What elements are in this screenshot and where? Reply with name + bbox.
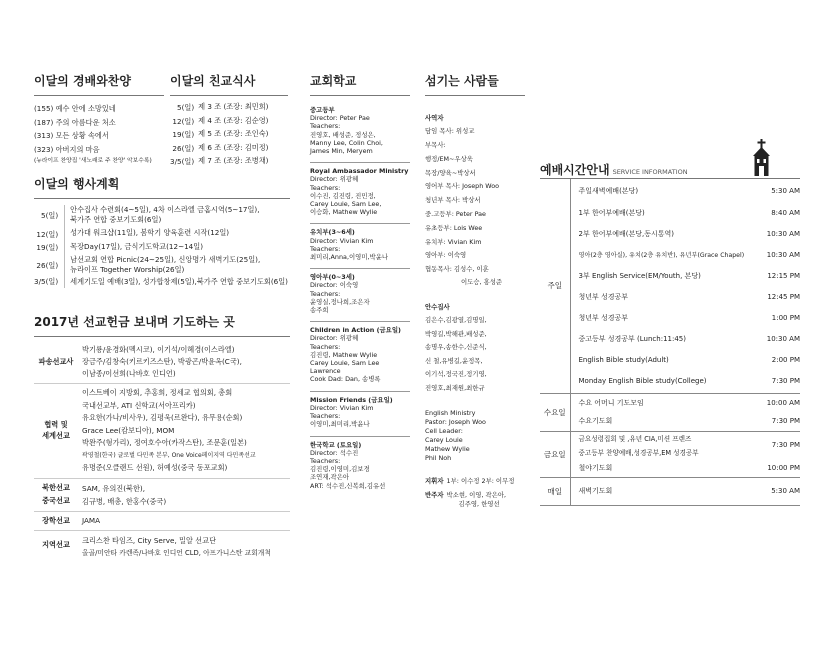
service-name: 주일새벽예배(본당)	[578, 186, 639, 195]
service-name: 수요 어머니 기도모임	[578, 398, 644, 407]
hymns-title: 이달의 경배와찬양	[34, 74, 131, 88]
service-name: 청년부 성경공부	[578, 292, 629, 301]
service-time: 7:30 PM	[771, 417, 800, 426]
fellowship-team: 제 5 조 (조장: 조인숙)	[198, 129, 269, 139]
service-day: 주일	[540, 179, 570, 393]
service-name: English Bible study(Adult)	[578, 355, 669, 364]
school-line: 이영미,최미리,박윤나	[310, 420, 370, 429]
staff-line: 부목사:	[425, 141, 446, 149]
hymn-item: (323) 아버지의 마음	[34, 144, 100, 154]
event-date: 26(일)	[36, 260, 59, 270]
missions-table	[34, 341, 290, 560]
mission-line: 국내선교부, ATI 신학교(서아프리카)	[82, 400, 196, 410]
staff-line: 청년부 목사: 박상서	[425, 196, 481, 205]
event-date: 12(일)	[36, 229, 59, 239]
service-name: 3부 English Service(EM/Youth, 본당)	[578, 271, 701, 280]
english-ministry	[425, 409, 525, 463]
school-line: Carey Louie, Sam Lee	[310, 359, 380, 368]
fellowship-team: 제 7 조 (조장: 조병채)	[198, 156, 269, 166]
event-line: 북가주 연합 중보기도회(6일)	[70, 214, 162, 224]
deacon-line: 송명우,송한수,신준식,	[425, 343, 487, 352]
service-day: 수요일	[540, 393, 570, 431]
staff-line: 협동목사: 김성수, 이훈	[425, 265, 489, 274]
accompanist-line: 김주영, 한영선	[458, 499, 500, 508]
school-title: 교회학교	[310, 74, 357, 88]
deacon-line: 신 철,유병길,윤정목,	[425, 356, 483, 365]
deacon-line: 이기석,정국진,정기영,	[425, 370, 487, 379]
service-name: 청년부 성경공부	[578, 313, 629, 322]
service-day: 매일	[540, 477, 570, 505]
school-line: Teachers:	[310, 412, 341, 421]
divider	[310, 95, 410, 96]
events-section	[34, 175, 290, 288]
school-line: 송주희	[310, 306, 329, 315]
hymn-note: (뉴라이프 찬양집 '새노래로 주 찬양' 악보수록)	[34, 158, 152, 164]
staff-line: 담임 목사: 위성교	[425, 127, 475, 136]
school-line: Teachers:	[310, 342, 341, 351]
staff-line: 영아부: 이숙영	[425, 251, 467, 260]
event-date: 19(일)	[36, 243, 59, 253]
school-group	[310, 106, 410, 155]
school-line: Director: 위광혜	[310, 334, 359, 343]
school-line: 진영호, 배성준, 정성은,	[310, 130, 376, 139]
school-line: Teachers:	[310, 122, 341, 131]
service-name: 철야기도회	[578, 463, 613, 472]
conductor-label: 지휘자	[425, 477, 444, 486]
divider	[34, 198, 290, 199]
event-line: 남선교회 연합 Picnic(24~25일), 신앙명가 새벽기도(25일),	[70, 255, 261, 265]
school-line: 이승화, Mathew Wylie	[310, 208, 378, 217]
school-line: Director: Vivian Kim	[310, 236, 374, 245]
school-group	[310, 391, 410, 429]
service-day: 금요일	[540, 431, 570, 477]
mission-label: 파송선교사	[38, 356, 74, 366]
events-table	[34, 205, 288, 288]
service-name: 새벽기도회	[578, 487, 613, 495]
staff-line: 영어부 목사: Joseph Woo	[425, 182, 500, 191]
mission-line: 유요한(가나/비사우), 김평욱(르완다), 유무용(순회)	[82, 413, 243, 422]
event-line: 목장Day(17일), 금식기도학교(12~14일)	[70, 241, 203, 251]
event-date: 3/5(일)	[34, 277, 59, 287]
school-group-name: 중고등부	[310, 106, 335, 114]
school-line: 조연재,곽은아	[310, 473, 350, 482]
mission-line: 크리스찬 타임즈, City Serve, 밀알 선교단	[82, 536, 217, 546]
school-line: Teachers:	[310, 289, 341, 298]
service-time: 7:30 PM	[771, 377, 800, 386]
accompanist-row	[425, 491, 525, 507]
school-line: Teachers:	[310, 456, 341, 465]
staff-line: 이도승, 홍성준	[461, 277, 503, 286]
fellowship-date: 26(일)	[172, 143, 195, 153]
school-group	[310, 162, 410, 216]
fellowship-date: 5(일)	[177, 103, 195, 112]
school-line: James Min, Meryem	[310, 147, 373, 156]
service-time: 5:30 AM	[771, 487, 800, 495]
school-line: 이수진, 김진령, 진민정,	[310, 191, 376, 200]
mission-line: SAM, 유의진(북한),	[82, 483, 145, 493]
hymn-item: (155) 예수 안에 소망있네	[34, 104, 116, 113]
mission-line: 장금주/김창숙(키르키즈스탄), 박광곤/박윤옥(C국),	[82, 357, 242, 366]
divider	[170, 95, 288, 96]
event-line: 안수집사 수련회(4~5일), 4차 이스라엘 금홈시역(5~17일),	[70, 205, 260, 214]
school-group	[310, 223, 410, 261]
service-name: 수요기도회	[578, 417, 613, 426]
mission-label: 북한선교	[42, 482, 70, 492]
em-line: Mathew Wylie	[425, 445, 470, 454]
fellowship-table	[170, 101, 268, 169]
mission-label: 지역선교	[42, 540, 70, 550]
mission-line: 이스트베이 지방회, 추홍희, 정세교 협의회, 총회	[82, 388, 233, 397]
missions-section	[34, 313, 290, 560]
school-line: 윤영실,정나희,조은자	[310, 297, 370, 306]
divider	[425, 95, 525, 96]
school-line: Lawrence	[310, 367, 341, 376]
accompanist-line: 박소현, 이영, 곽은아,	[446, 491, 507, 500]
em-line: Cell Leader:	[425, 427, 463, 436]
service-time: 12:15 PM	[767, 271, 800, 280]
church-icon	[742, 138, 782, 178]
service-time: 12:45 PM	[767, 292, 800, 301]
school-group-name: Mission Friends (금요일)	[310, 395, 393, 404]
deacon-line: 박영길,박해관,배성준,	[425, 329, 487, 338]
mission-line: 곽영철(한국) 글로벌 다민족 본부, One Voice페이지역 다민족선교	[82, 451, 256, 459]
servants-title: 섬기는 사람들	[425, 74, 499, 88]
deacon-list	[425, 314, 525, 395]
fellowship-date: 12(일)	[172, 116, 195, 126]
service-section	[540, 138, 800, 506]
school-section	[310, 72, 410, 490]
service-time: 5:30 AM	[771, 186, 800, 195]
mission-line: 김규병, 배총, 한홍수(중국)	[82, 496, 167, 506]
mission-line: 올골/미안타 카렌족/나바호 인디언 CLD, 아프가니스탄 교회개척	[82, 549, 271, 558]
service-name: 2부 한어부예배(본당,동시통역)	[578, 229, 675, 238]
service-name: 1부 한어부예배(본당)	[578, 208, 645, 217]
service-time: 2:00 PM	[771, 355, 800, 364]
service-name: Monday English Bible study(College)	[578, 377, 707, 386]
staff-line: 유초등부: Lois Wee	[425, 223, 483, 232]
em-line: English Ministry	[425, 409, 476, 418]
divider	[34, 336, 290, 337]
deacons-heading: 안수집사	[425, 302, 450, 311]
school-group	[310, 436, 410, 490]
events-title: 이달의 행사계획	[34, 177, 120, 191]
em-line: Carey Louie	[425, 436, 463, 445]
staff-heading: 사역자	[425, 114, 444, 122]
fellowship-team: 제 3 조 (조장: 최민희)	[198, 102, 269, 112]
mission-line: 유명준(오클랜드 선원), 허예성(중국 동포교회)	[82, 463, 228, 472]
service-time: 8:40 AM	[771, 208, 800, 217]
hymn-item: (313) 모든 상황 속에서	[34, 131, 109, 140]
event-line: 뉴라이프 Together Worship(26일)	[70, 264, 185, 274]
staff-line: 중.고등부: Peter Pae	[425, 209, 486, 218]
service-time: 10:00 PM	[767, 463, 800, 472]
school-group-name: Children in Action (금요일)	[310, 326, 401, 335]
mission-line: 이남종/이선희(나바호 인디언)	[82, 369, 176, 378]
event-date: 5(일)	[41, 211, 59, 221]
service-name: 중고등부 찬양예배,성경공부,EM 성경공부	[578, 449, 699, 457]
service-name: 영아(2층 영아실), 유치(2층 유치반), 유년부(Grace Chapel)	[578, 252, 745, 259]
hymn-item: (187) 주의 아름다운 처소	[34, 117, 116, 127]
hymns-section	[34, 72, 164, 167]
mission-label: 협력 및	[44, 420, 68, 430]
mission-line: Grace Lee(캄보디아), MOM	[82, 425, 175, 435]
service-time: 7:30 PM	[771, 441, 800, 450]
school-line: Teachers:	[310, 244, 341, 253]
staff-line: 행정/EM~우상욱	[425, 154, 473, 163]
fellowship-team: 제 4 조 (조장: 김순영)	[198, 115, 269, 125]
staff-list	[425, 125, 525, 287]
deacon-line: 김은수,김광열,김명일,	[425, 316, 487, 325]
service-time: 1:00 PM	[771, 313, 800, 322]
service-subtitle: SERVICE INFORMATION	[612, 168, 688, 176]
accompanist-label: 반주자	[425, 491, 444, 500]
event-line: 세계기도일 예배(3일), 성가합창제(5일),북가주 연합 중보기도회(6일)	[70, 277, 288, 287]
mission-label: 세계선교	[42, 430, 70, 440]
school-group-name: Royal Ambassador Ministry	[310, 167, 409, 176]
em-line: Pastor: Joseph Woo	[425, 418, 486, 427]
school-group	[310, 321, 410, 383]
divider	[34, 95, 164, 96]
servants-section	[425, 72, 525, 508]
mission-line: 박완주(형가리), 정여호수아(카작스탄), 조문훈(일본)	[82, 438, 247, 447]
fellowship-team: 제 6 조 (조장: 김미정)	[198, 142, 269, 152]
mission-label: 중국선교	[42, 495, 70, 505]
school-line: Teachers:	[310, 183, 341, 192]
conductor-row	[425, 477, 525, 485]
service-time: 10:00 AM	[766, 398, 800, 407]
school-line: Carey Louie, Sam Lee,	[310, 200, 382, 209]
service-table	[540, 179, 800, 506]
fellowship-date: 19(일)	[172, 130, 195, 139]
em-line: Phil Noh	[425, 454, 452, 463]
school-group-name: 한국학교 (토요일)	[310, 440, 362, 449]
school-group-name: 영아부(0~3세)	[310, 273, 355, 282]
school-line: 김진령, Mathew Wylie	[310, 350, 378, 359]
school-line: 김진령,이영미,김보경	[310, 465, 370, 474]
school-group-name: 유치부(3~6세)	[310, 228, 355, 237]
fellowship-date: 3/5(일)	[170, 157, 195, 166]
service-time: 10:30 AM	[766, 250, 800, 259]
mission-line: JAMA	[82, 515, 101, 525]
school-group	[310, 268, 410, 314]
service-title: 예배시간안내	[540, 163, 610, 177]
mission-label: 장학선교	[42, 515, 70, 525]
service-time: 10:30 AM	[766, 334, 800, 343]
school-line: Director: Vivian Kim	[310, 403, 374, 412]
school-line: Director: 이숙영	[310, 281, 359, 290]
conductor-text: 1부: 이수정 2부: 이무정	[446, 477, 515, 486]
service-name: 중고등부 성경공부 (Lunch:11:45)	[578, 334, 686, 343]
staff-line: 유치부: Vivian Kim	[425, 237, 482, 246]
school-line: Director: Peter Pae	[310, 114, 370, 123]
service-name: 금요성령집회 및 ,유년 CIA,미션 프렌즈	[578, 435, 692, 444]
school-line: Cook Dad: Dan, 송병록	[310, 375, 381, 384]
mission-line: 박기룡/윤경화(멕시코), 이기석/이혜경(이스라엘)	[82, 345, 235, 354]
school-line: ART: 석수진,신복희,김유선	[310, 481, 386, 490]
service-time: 10:30 AM	[766, 229, 800, 238]
school-line: Director: 위광혜	[310, 175, 359, 184]
event-line: 성가대 워크샵(11일), 봄학기 양육훈련 시작(12일)	[70, 228, 230, 237]
fellowship-title: 이달의 친교식사	[170, 74, 256, 88]
fellowship-section	[170, 72, 288, 169]
staff-line: 목장/양육~박상서	[425, 168, 476, 177]
deacon-line: 진영호,최재원,최한규	[425, 383, 485, 392]
school-line: Director: 석수진	[310, 448, 359, 457]
missions-title: 2017년 선교헌금 보내며 기도하는 곳	[34, 315, 235, 329]
school-line: 최미리,Anna,이영미,박윤나	[310, 253, 389, 262]
school-line: Manny Lee, Colin Choi,	[310, 138, 383, 147]
